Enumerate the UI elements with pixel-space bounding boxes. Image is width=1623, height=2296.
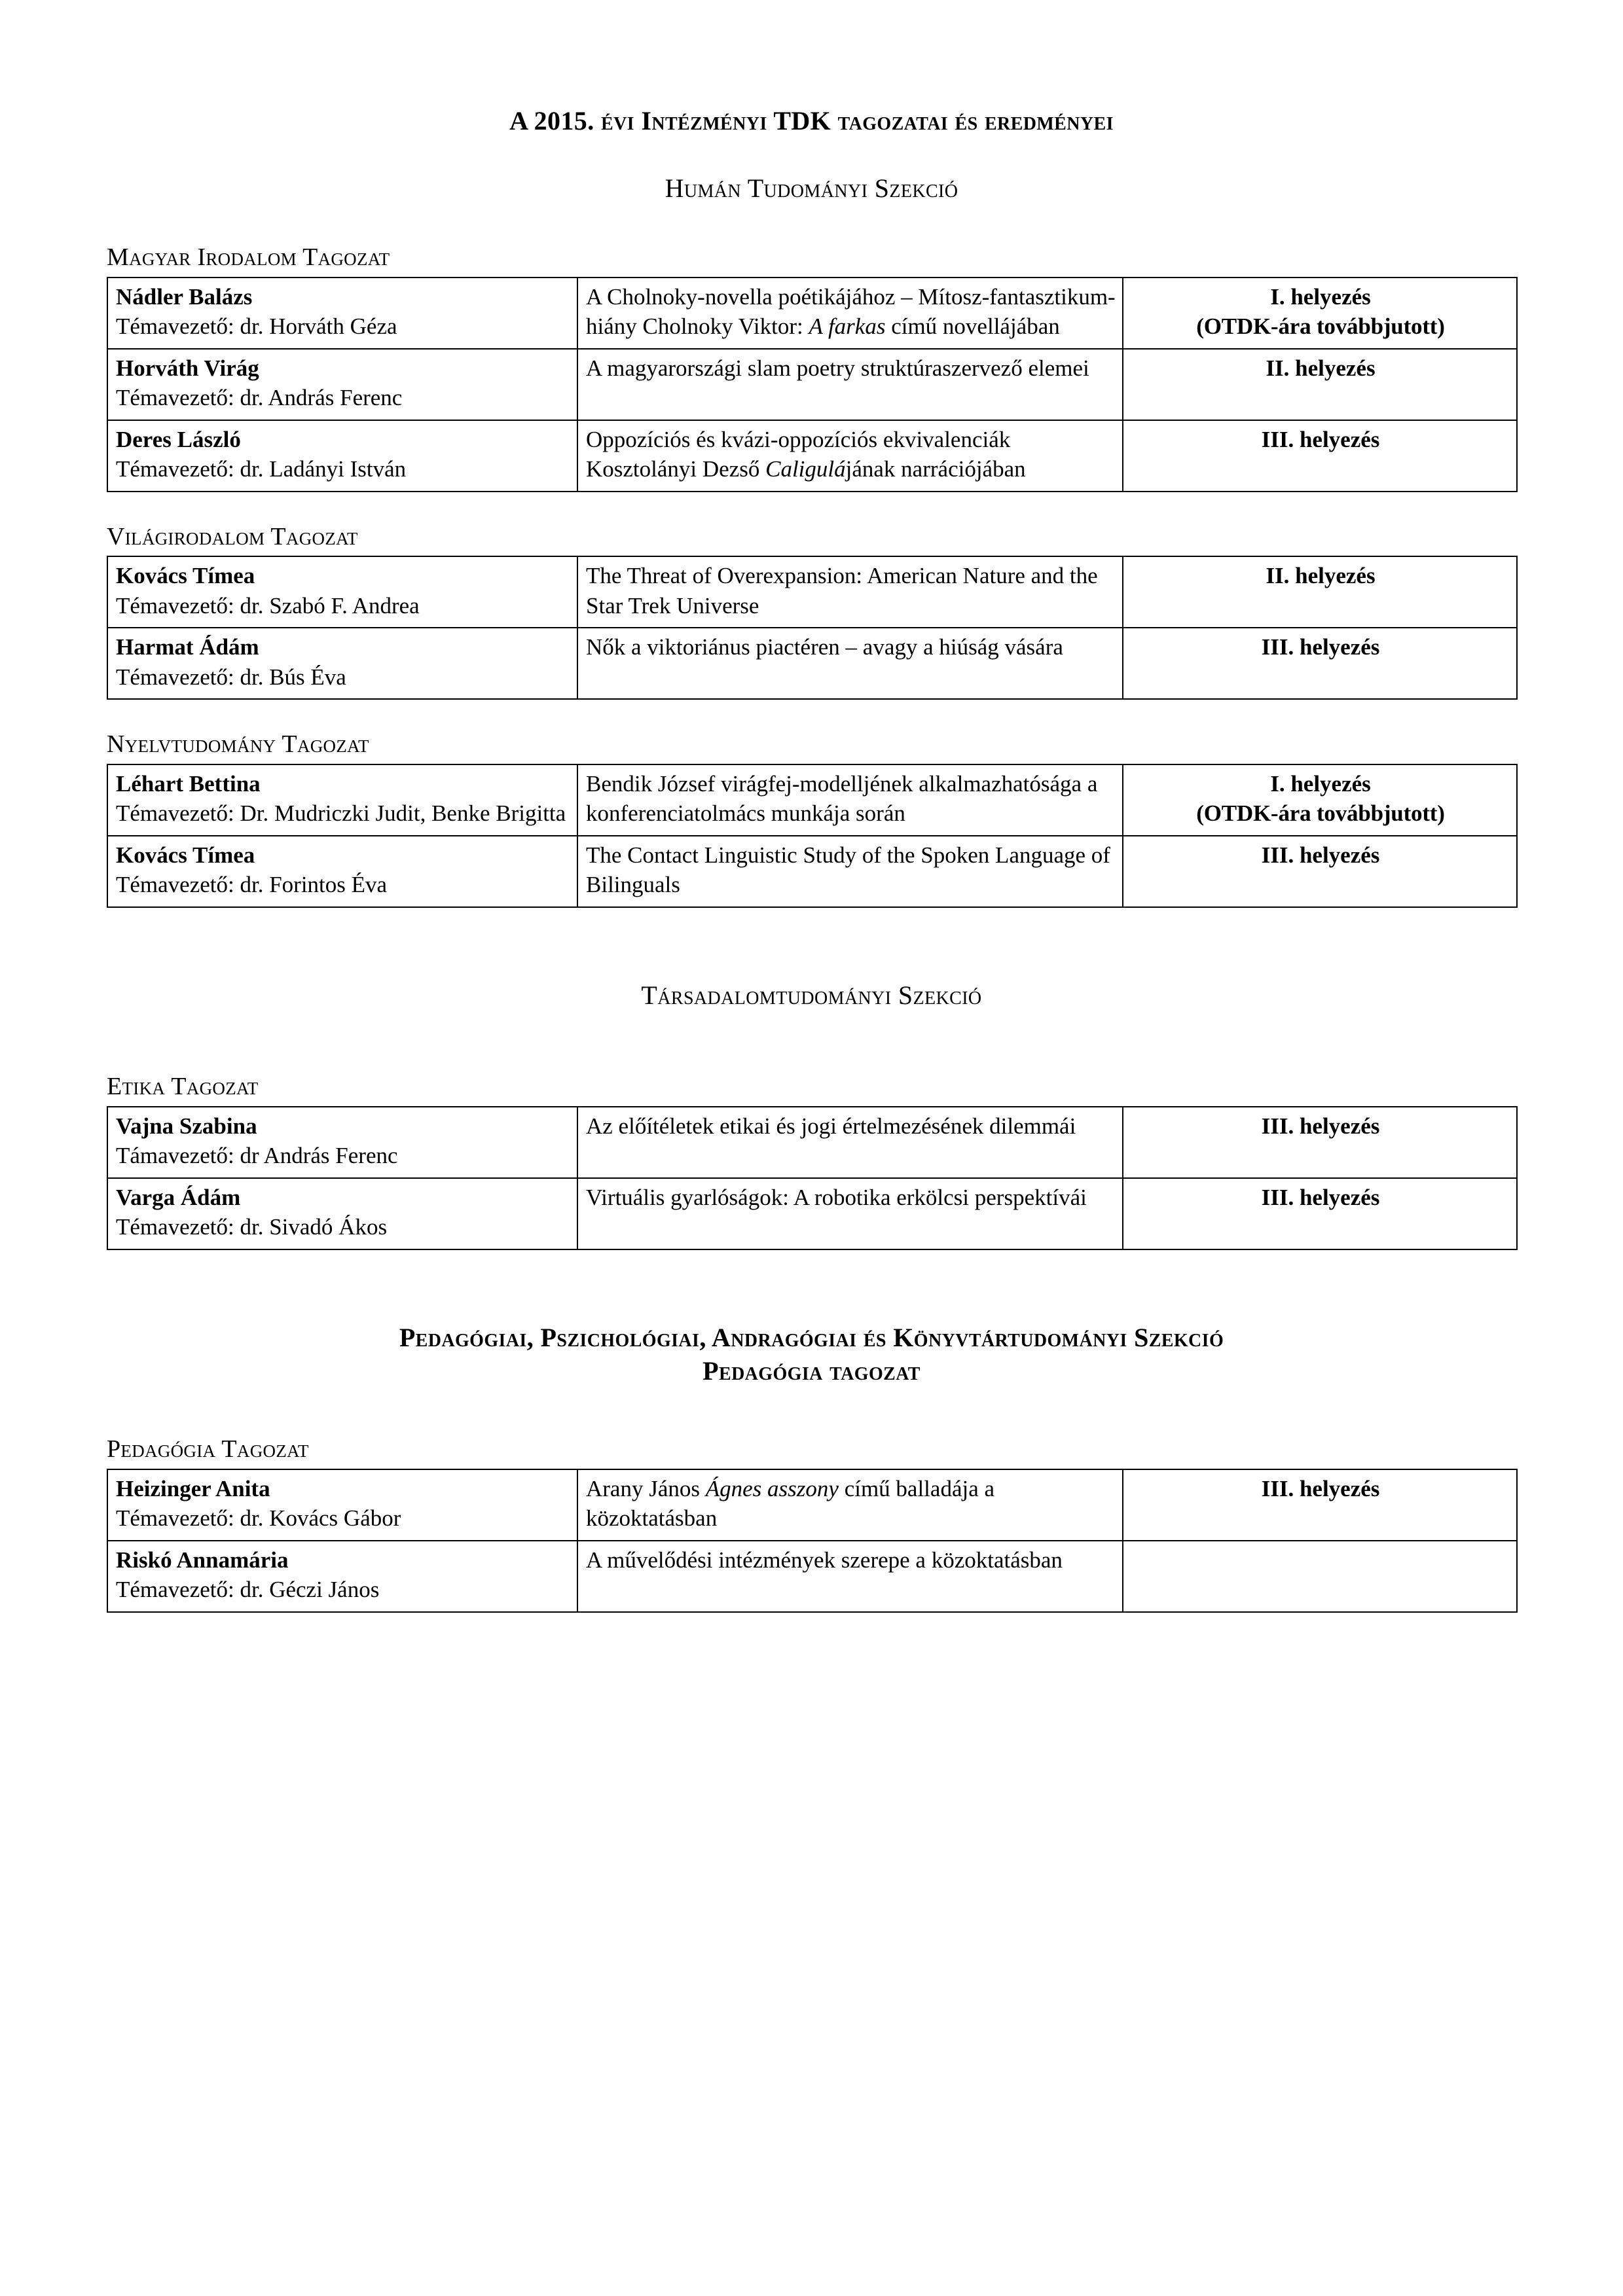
cell-work-title [577, 1469, 1123, 1541]
student-name: Kovács Tímea [116, 842, 255, 868]
cell-student [107, 836, 577, 907]
supervisor-name: Témavezető: dr. Géczi János [116, 1577, 380, 1603]
cell-work-title [577, 1178, 1123, 1249]
cell-result [1123, 349, 1517, 420]
result-placement: I. helyezés [1270, 283, 1371, 310]
tagozat-heading-pedagogia: Pedagógia Tagozat [107, 1435, 309, 1463]
table-row [107, 1469, 1517, 1541]
result-placement: III. helyezés [1261, 842, 1380, 868]
table-row [107, 836, 1517, 907]
work-title: Arany János Ágnes asszony című balladája a közoktatásban [586, 1475, 995, 1532]
work-title: Oppozíciós és kvázi-oppozíciós ekvivalenciák Kosztolányi Dezső Caligulájának narrációjában [586, 426, 1026, 482]
result-placement: III. helyezés [1261, 1113, 1380, 1139]
result-placement: III. helyezés [1261, 1475, 1380, 1501]
table-row [107, 349, 1517, 420]
supervisor-name: Témavezető: dr. Horváth Géza [116, 314, 397, 340]
supervisor-name: Témavezető: dr. András Ferenc [116, 385, 403, 411]
spacer [107, 908, 1516, 978]
student-name: Nádler Balázs [116, 283, 253, 310]
spacer [107, 205, 1516, 243]
student-name: Varga Ádám [116, 1184, 241, 1210]
work-title: A művelődési intézmények szerepe a közoktatásban [586, 1547, 1063, 1573]
results-table-nyelvtudomany [107, 764, 1518, 908]
cell-student [107, 1469, 577, 1541]
result-placement: III. helyezés [1261, 634, 1380, 660]
work-title: Nők a viktoriánus piactéren – avagy a hiúság vására [586, 634, 1063, 660]
supervisor-name: Témavezető: dr. Sivadó Ákos [116, 1214, 388, 1240]
cell-result [1123, 628, 1517, 699]
work-title: A magyarországi slam poetry struktúraszervező elemei [586, 355, 1089, 381]
spacer [107, 1012, 1516, 1072]
table-row [107, 628, 1517, 699]
table-row [107, 1107, 1517, 1178]
section-heading-human: Humán Tudományi Szekció [665, 173, 958, 203]
student-name: Léhart Bettina [116, 770, 261, 797]
cell-work-title [577, 628, 1123, 699]
cell-work-title [577, 836, 1123, 907]
cell-student [107, 1178, 577, 1249]
spacer [107, 1388, 1516, 1435]
work-title: Virtuális gyarlóságok: A robotika erkölcsi perspektívái [586, 1184, 1087, 1210]
cell-work-title [577, 556, 1123, 628]
results-table-magyar-irodalom [107, 277, 1518, 492]
student-name: Horváth Virág [116, 355, 259, 381]
table-row [107, 556, 1517, 628]
cell-work-title [577, 349, 1123, 420]
results-table-pedagogia [107, 1469, 1518, 1613]
cell-result [1123, 1178, 1517, 1249]
student-name: Vajna Szabina [116, 1113, 257, 1139]
student-name: Kovács Tímea [116, 563, 255, 589]
result-placement: III. helyezés [1261, 426, 1380, 452]
cell-result [1123, 1541, 1517, 1612]
spacer [107, 700, 1516, 730]
tagozat-heading-magyar-irodalom: Magyar Irodalom Tagozat [107, 243, 390, 272]
cell-result [1123, 836, 1517, 907]
cell-result [1123, 556, 1517, 628]
table-row [107, 1541, 1517, 1612]
work-title: Az előítéletek etikai és jogi értelmezésének dilemmái [586, 1113, 1076, 1139]
student-name: Deres László [116, 426, 241, 452]
result-placement: I. helyezés [1270, 770, 1371, 797]
work-title: A Cholnoky-novella poétikájához – Mítosz-fantasztikum-hiány Cholnoky Viktor: A farkas című novellájában [586, 283, 1116, 340]
cell-result [1123, 1469, 1517, 1541]
supervisor-name: Témavezető: dr. Ladányi István [116, 456, 407, 482]
tagozat-heading-nyelvtudomany: Nyelvtudomány Tagozat [107, 730, 369, 759]
result-placement: II. helyezés [1266, 355, 1376, 381]
spacer [107, 1250, 1516, 1321]
document-content [107, 105, 1516, 1613]
results-table-vilagirodalom [107, 556, 1518, 700]
result-note: (OTDK-ára továbbjutott) [1196, 800, 1445, 827]
cell-work-title [577, 764, 1123, 836]
cell-student [107, 420, 577, 492]
document-title: A 2015. évi Intézményi TDK tagozatai és eredményei [509, 106, 1114, 135]
section-subheading-pedagogia: Pedagógia tagozat [702, 1355, 921, 1386]
tagozat-heading-vilagirodalom: Világirodalom Tagozat [107, 522, 358, 550]
cell-student [107, 1541, 577, 1612]
result-placement: III. helyezés [1261, 1184, 1380, 1210]
supervisor-name: Témavezető: dr. Bús Éva [116, 664, 346, 690]
cell-student [107, 764, 577, 836]
results-table-etika [107, 1106, 1518, 1250]
cell-student [107, 1107, 577, 1178]
cell-work-title [577, 1107, 1123, 1178]
table-row [107, 764, 1517, 836]
work-title: The Contact Linguistic Study of the Spoken Language of Bilinguals [586, 842, 1110, 898]
table-row [107, 420, 1517, 492]
cell-work-title [577, 420, 1123, 492]
cell-result [1123, 1107, 1517, 1178]
student-name: Heizinger Anita [116, 1475, 270, 1501]
student-name: Riskó Annamária [116, 1547, 289, 1573]
tagozat-heading-etika: Etika Tagozat [107, 1073, 259, 1101]
cell-student [107, 556, 577, 628]
cell-student [107, 278, 577, 349]
cell-student [107, 628, 577, 699]
cell-result [1123, 420, 1517, 492]
student-name: Harmat Ádám [116, 634, 259, 660]
work-title: The Threat of Overexpansion: American Nature and the Star Trek Universe [586, 563, 1098, 619]
supervisor-name: Témavezető: dr. Forintos Éva [116, 872, 388, 898]
supervisor-name: Témavezető: dr. Szabó F. Andrea [116, 592, 420, 619]
supervisor-name: Témavezető: Dr. Mudriczki Judit, Benke Brigitta [116, 800, 566, 827]
cell-result [1123, 764, 1517, 836]
supervisor-name: Témavezető: dr. Kovács Gábor [116, 1505, 401, 1532]
cell-work-title [577, 1541, 1123, 1612]
spacer [107, 492, 1516, 522]
cell-work-title [577, 278, 1123, 349]
supervisor-name: Támavezető: dr András Ferenc [116, 1143, 398, 1169]
cell-result [1123, 278, 1517, 349]
cell-student [107, 349, 577, 420]
table-row [107, 1178, 1517, 1249]
section-heading-tarsadalomtudomanyi: Társadalomtudományi Szekció [641, 980, 982, 1010]
result-placement: II. helyezés [1266, 563, 1376, 589]
work-title: Bendik József virágfej-modelljének alkalmazhatósága a konferenciatolmács munkája során [586, 770, 1098, 827]
section-heading-pedagogiai: Pedagógiai, Pszichológiai, Andragógiai és Könyvtártudományi Szekció [399, 1322, 1224, 1352]
table-row [107, 278, 1517, 349]
result-note: (OTDK-ára továbbjutott) [1196, 314, 1445, 340]
